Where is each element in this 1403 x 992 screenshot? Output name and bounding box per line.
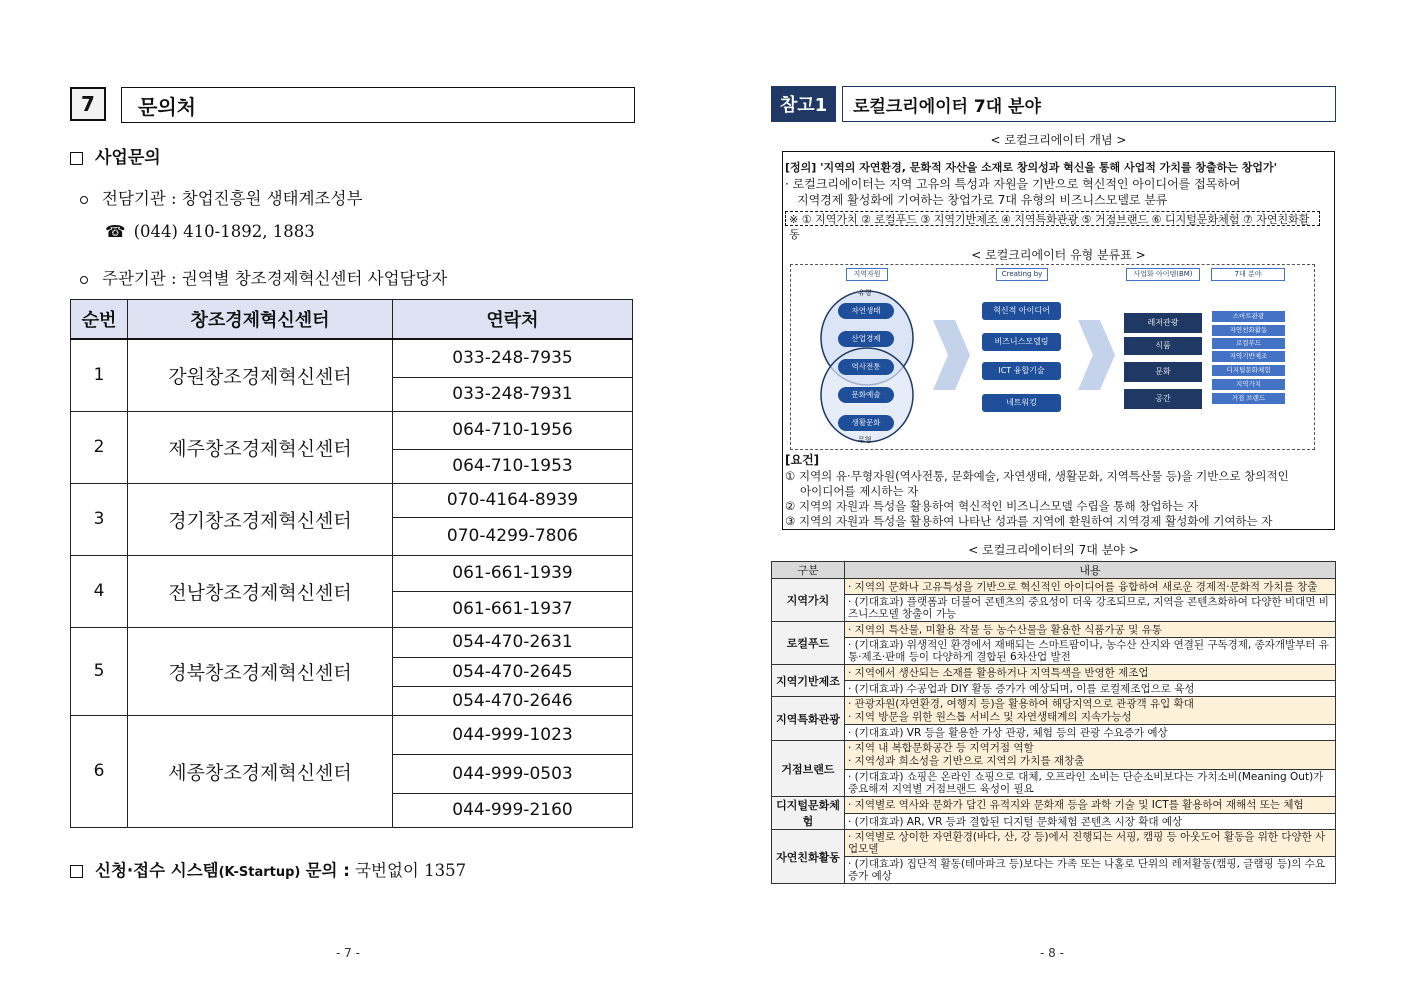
field-item: 자연친화활동 — [1212, 325, 1285, 336]
agency-text: 전담기관 : 창업진흥원 생태계조성부 — [102, 189, 363, 208]
field-category: 거점브랜드 — [772, 741, 845, 797]
field-item: 거점 브랜드 — [1212, 393, 1285, 404]
field-effect: · (기대효과) 쇼핑은 온라인 쇼핑으로 대체, 오프라인 소비는 단순소비보다는 가치소비(Meaning Out)가 중요해져 지역별 거점브랜드 육성이 필요 — [845, 770, 1336, 797]
field-item: 지역가치 — [1212, 379, 1285, 390]
method-item: 혁신적 아이디어 — [982, 302, 1061, 320]
field-category: 로컬푸드 — [772, 622, 845, 665]
bm-item: 공간 — [1124, 389, 1202, 409]
row-no: 5 — [71, 627, 128, 715]
field-category: 지역특화관광 — [772, 697, 845, 741]
header-center: 창조경제혁신센터 — [128, 300, 393, 340]
diagram-label-bm: 사업화 아이템(BM) — [1126, 268, 1200, 281]
row-contact: 070-4299-7806 — [393, 517, 633, 555]
row-no: 3 — [71, 483, 128, 555]
circle-bullet-icon — [80, 276, 88, 284]
field-category: 자연친화활동 — [772, 830, 845, 884]
business-inquiry-heading — [70, 143, 161, 168]
resource-item: 문화예술 — [838, 387, 894, 403]
row-contact: 064-710-1956 — [393, 411, 633, 449]
row-contact: 061-661-1939 — [393, 555, 633, 591]
header-contact: 연락처 — [393, 300, 633, 340]
bm-item: 문화 — [1124, 362, 1202, 382]
contact-table — [70, 299, 633, 828]
definition-heading: [정의] '지역의 자연환경, 문화적 자산을 소재로 창의성과 혁신을 통해 사업적 가치를 창출하는 창업가' — [785, 161, 1277, 174]
diagram-label-resources: 지역자원 — [846, 268, 888, 281]
phone-icon: ☎ — [105, 222, 126, 241]
method-item: 네트워킹 — [982, 394, 1061, 412]
field-desc: · 지역 내 복합문화공간 등 지역거점 역할 · 지역성과 희소성을 기반으로 지역의 가치를 재창출 — [845, 741, 1336, 770]
circle-bullet-icon — [80, 196, 88, 204]
bm-item: 레저관광 — [1124, 313, 1202, 333]
reference-tag: 참고1 — [771, 86, 836, 122]
requirement-1-cont: 아이디어를 제시하는 자 — [800, 484, 919, 498]
row-contact: 044-999-0503 — [393, 754, 633, 793]
diagram-label-fields: 7대 분야 — [1211, 268, 1285, 281]
field-item: 로컬푸드 — [1212, 338, 1285, 349]
concept-caption: < 로컬크리에이터 개념 > — [990, 133, 1127, 147]
diagram-label-creating: Creating by — [996, 268, 1048, 281]
row-center: 세종창조경제혁신센터 — [128, 715, 393, 827]
agency-line — [80, 185, 362, 209]
row-center: 제주창조경제혁신센터 — [128, 411, 393, 483]
field-item: 스마트관광 — [1212, 311, 1285, 322]
bm-item: 식품 — [1124, 337, 1202, 355]
row-contact: 054-470-2645 — [393, 657, 633, 686]
field-desc: · 관광자원(자연환경, 여행지 등)을 활용하여 해당지역으로 관광객 유입 확대 · 지역 방문을 위한 원스톱 서비스 및 자연생태계의 지속가능성 — [845, 697, 1336, 725]
field-effect: · (기대효과) 플랫폼과 더불어 콘텐츠의 중요성이 더욱 강조되므로, 지역을 콘텐츠화하여 다양한 비대면 비즈니스모델 창출이 가능 — [845, 595, 1336, 622]
requirement-3: ③ 지역의 자원과 특성을 활용하여 나타난 성과를 지역에 환원하여 지역경제 활성화에 기여하는 자 — [785, 514, 1273, 528]
row-no: 6 — [71, 715, 128, 827]
type-caption: < 로컬크리에이터 유형 분류표 > — [971, 248, 1146, 262]
row-no: 1 — [71, 339, 128, 411]
definition-line-1: · 로컬크리에이터는 지역 고유의 특성과 자원을 기반으로 혁신적인 아이디어를 접목하여 — [785, 177, 1241, 191]
field-item: 지역기반제조 — [1212, 351, 1285, 362]
resource-item: 산업경제 — [838, 331, 894, 347]
field-desc: · 지역의 문화나 고유특성을 기반으로 혁신적인 아이디어를 융합하여 새로운 경제적·문화적 가치를 창출 — [845, 579, 1336, 595]
page-number-left: - 7 - — [336, 946, 360, 960]
requirement-2: ② 지역의 자원과 특성을 활용하여 혁신적인 비즈니스모델 수립을 통해 창업하는 자 — [785, 499, 1199, 513]
resource-item: 생활문화 — [838, 415, 894, 431]
kstartup-inquiry: 문의 : — [305, 861, 350, 880]
field-effect: · (기대효과) VR 등을 활용한 가상 관광, 체험 등의 관광 수요증가 예상 — [845, 725, 1336, 741]
field-desc: · 지역별로 역사와 문화가 담긴 유적지와 문화재 등을 과학 기술 및 ICT를 활용하여 재해석 또는 체험 — [845, 797, 1336, 814]
field-desc: · 지역의 특산물, 미활용 작물 등 농수산물을 활용한 식품가공 및 유통 — [845, 622, 1336, 638]
arrow-2-icon — [1078, 320, 1115, 390]
method-item: ICT 융합기술 — [982, 362, 1061, 380]
method-item: 비즈니스모델링 — [982, 333, 1061, 351]
row-contact: 033-248-7931 — [393, 377, 633, 411]
fields-caption: < 로컬크리에이터의 7대 분야 > — [968, 543, 1139, 557]
field-category: 디지털문화체험 — [772, 797, 845, 830]
field-effect: · (기대효과) AR, VR 등과 결합된 디지털 문화체험 콘텐츠 시장 확대 예상 — [845, 813, 1336, 830]
section-number: 7 — [70, 87, 106, 121]
intangible-label: 무형 — [858, 436, 872, 444]
field-item: 디지털문화체험 — [1212, 365, 1285, 376]
kstartup-system: (K-Startup) — [218, 865, 301, 880]
row-contact: 054-470-2646 — [393, 686, 633, 715]
row-center: 경기창조경제혁신센터 — [128, 483, 393, 555]
kstartup-label: 신청·접수 시스템 — [95, 861, 219, 880]
row-center: 경북창조경제혁신센터 — [128, 627, 393, 715]
kstartup-line — [70, 857, 466, 881]
checkbox-square-icon — [70, 865, 83, 878]
field-category: 지역기반제조 — [772, 665, 845, 697]
row-contact: 044-999-2160 — [393, 793, 633, 827]
row-contact: 061-661-1937 — [393, 591, 633, 627]
field-category: 지역가치 — [772, 579, 845, 622]
field-desc: · 지역별로 상이한 자연환경(바다, 산, 강 등)에서 진행되는 서핑, 캠핑 등 아웃도어 활동을 위한 다양한 사업모델 — [845, 830, 1336, 857]
requirement-1: ① 지역의 유·무형자원(역사전통, 문화예술, 자연생태, 생활문화, 지역특산물 등)을 기반으로 창의적인 — [785, 469, 1289, 483]
definition-line-2: 지역경제 활성화에 기여하는 창업가로 7대 유형의 비즈니스모델로 분류 — [797, 193, 1168, 207]
page-number-right: - 8 - — [1040, 946, 1064, 960]
row-center: 강원창조경제혁신센터 — [128, 339, 393, 411]
field-effect: · (기대효과) 수공업과 DIY 활동 증가가 예상되며, 이를 로컬제조업으로 육성 — [845, 681, 1336, 697]
row-no: 2 — [71, 411, 128, 483]
tangible-label: 유형 — [858, 289, 872, 297]
row-center: 전남창조경제혁신센터 — [128, 555, 393, 627]
reference-title: 로컬크리에이터 7대 분야 — [842, 86, 1336, 122]
requirements-heading: [요건] — [785, 453, 820, 467]
row-contact: 070-4164-8939 — [393, 483, 633, 517]
row-contact: 064-710-1953 — [393, 449, 633, 483]
checkbox-square-icon — [70, 152, 83, 165]
row-no: 4 — [71, 555, 128, 627]
arrow-1-icon — [933, 320, 970, 390]
seven-types-list: ※ ① 지역가치 ② 로컬푸드 ③ 지역기반제조 ④ 지역특화관광 ⑤ 거점브랜드 ⑥ 디지털문화체험 ⑦ 자연친화활동 — [785, 211, 1320, 226]
field-effect: · (기대효과) 집단적 활동(테마파크 등)보다는 가족 또는 나홀로 단위의 레저활동(캠핑, 글램핑 등)의 수요증가 예상 — [845, 857, 1336, 884]
fields-header-category: 구분 — [772, 562, 845, 579]
agency-phone: (044) 410-1892, 1883 — [133, 222, 315, 241]
row-contact: 044-999-1023 — [393, 715, 633, 754]
header-no: 순번 — [71, 300, 128, 340]
host-text: 주관기관 : 권역별 창조경제혁신센터 사업담당자 — [102, 269, 448, 288]
kstartup-value: 국번없이 1357 — [355, 861, 467, 880]
host-line — [80, 265, 447, 289]
business-heading-text: 사업문의 — [95, 148, 161, 168]
fields-header-content: 내용 — [845, 562, 1336, 579]
row-contact: 033-248-7935 — [393, 339, 633, 377]
resource-item: 역사전통 — [838, 359, 894, 375]
field-desc: · 지역에서 생산되는 소재를 활용하거나 지역특색을 반영한 제조업 — [845, 665, 1336, 681]
section-title: 문의처 — [121, 87, 635, 123]
agency-phone-line — [105, 222, 315, 241]
row-contact: 054-470-2631 — [393, 627, 633, 657]
field-effect: · (기대효과) 위생적인 환경에서 재배되는 스마트팜이나, 농수산 산지와 연결된 구독경제, 종자개발부터 유통·제조·판매 등이 다양하게 결합된 6차산업 발전 — [845, 638, 1336, 665]
fields-table — [771, 561, 1336, 884]
resource-item: 자연생태 — [838, 303, 894, 319]
